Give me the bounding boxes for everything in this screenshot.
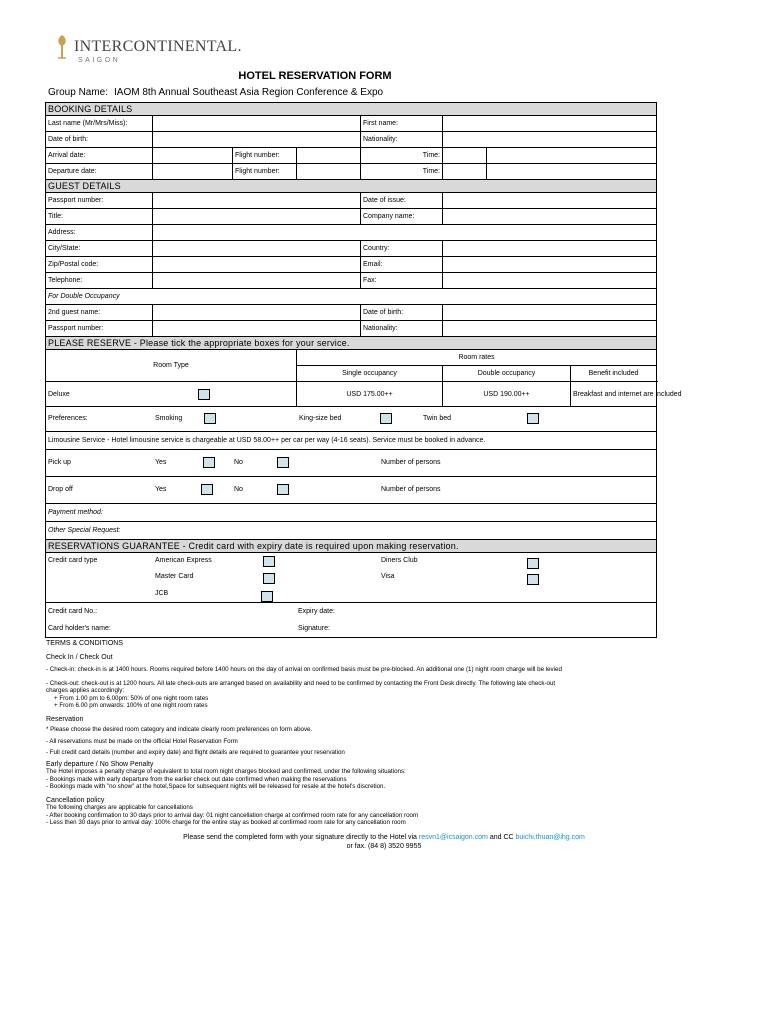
visa-checkbox[interactable] xyxy=(527,574,539,585)
departure-flight-label: Flight number: xyxy=(233,164,297,180)
single-rate: USD 175.00++ xyxy=(297,382,443,407)
brand-name: INTERCONTINENTAL. xyxy=(74,38,242,55)
form-title: HOTEL RESERVATION FORM xyxy=(238,70,392,82)
departure-label: Departure date: xyxy=(46,164,153,180)
twin-label: Twin bed xyxy=(423,415,452,422)
title-label: Title: xyxy=(46,209,153,225)
dropoff-row xyxy=(46,477,657,504)
country-field[interactable] xyxy=(443,241,657,257)
reservation-text-1: * Please choose the desired room category and indicate clearly room preferences on form above. xyxy=(46,726,313,733)
passport-field[interactable] xyxy=(153,193,361,209)
cancel-text-2: - After booking confirmation to 30 days prior to arrival day: 01 night cancellation charge at confirmed room rate for any cancellation room xyxy=(46,811,419,819)
dropoff-no-checkbox[interactable] xyxy=(277,484,289,495)
footer-and-cc: and CC xyxy=(487,834,516,841)
king-checkbox[interactable] xyxy=(380,413,392,424)
departure-time-label: Time: xyxy=(361,164,443,180)
checkout-text-2: charges applies accordingly: xyxy=(46,687,125,694)
limousine-label: Limousine Service xyxy=(48,437,106,444)
early-text-2: - Bookings made with early departure from the earlier check out date confirmed when making the reservations xyxy=(46,775,347,783)
departure-extra[interactable] xyxy=(487,164,657,180)
holder-label: Card holder's name: xyxy=(48,625,111,632)
address-label: Address: xyxy=(46,225,153,241)
smoking-label: Smoking xyxy=(155,415,183,422)
reservation-table xyxy=(45,102,682,638)
arrival-extra[interactable] xyxy=(487,148,657,164)
logo-mark-icon xyxy=(54,34,70,60)
dob-label: Date of birth: xyxy=(46,132,153,148)
pickup-label: Pick up xyxy=(48,459,71,466)
section-guest: GUEST DETAILS xyxy=(46,180,657,193)
card-number-row xyxy=(46,603,657,621)
departure-flight-field[interactable] xyxy=(297,164,361,180)
reservation-heading: Reservation xyxy=(46,715,84,723)
fax-field[interactable] xyxy=(443,273,657,289)
preferences-label: Preferences: xyxy=(48,415,88,422)
nationality2-label: Nationality: xyxy=(361,321,443,337)
date-issue-field[interactable] xyxy=(443,193,657,209)
benefit-header: Benefit included xyxy=(571,366,657,382)
arrival-flight-field[interactable] xyxy=(297,148,361,164)
amex-label: American Express xyxy=(155,557,212,564)
section-guarantee: RESERVATIONS GUARANTEE - Credit card with expiry date is required upon making reservation. xyxy=(46,540,657,553)
expiry-label: Expiry date: xyxy=(298,608,335,615)
second-guest-label: 2nd guest name: xyxy=(46,305,153,321)
holder-row xyxy=(46,620,657,638)
pickup-no-label: No xyxy=(234,459,243,466)
master-checkbox[interactable] xyxy=(263,573,275,584)
arrival-label: Arrival date: xyxy=(46,148,153,164)
dob-field[interactable] xyxy=(153,132,361,148)
late-rate-1: + From 1.00 pm to 6.00pm: 50% of one night room rates xyxy=(54,694,209,702)
passport2-label: Passport number: xyxy=(46,321,153,337)
twin-checkbox[interactable] xyxy=(527,413,539,424)
email-link-1[interactable]: resvn1@icsaigon.com xyxy=(418,834,488,841)
reservation-text-2: - All reservations must be made on the official Hotel Reservation Form xyxy=(46,737,238,745)
checkin-heading: Check In / Check Out xyxy=(46,653,113,661)
early-text-1: The Hotel imposes a penalty charge of equivalent to total room night charges blocked and confirmed, under the following situations: xyxy=(46,768,406,775)
preferences-row xyxy=(46,407,657,432)
double-header: Double occupancy xyxy=(443,366,571,382)
arrival-time-label: Time: xyxy=(361,148,443,164)
diners-checkbox[interactable] xyxy=(527,558,539,569)
deluxe-label: Deluxe xyxy=(48,390,70,398)
nationality2-field[interactable] xyxy=(443,321,657,337)
early-text-3: - Bookings made with "no show" at the hotel,Space for subsequent nights will be released for resale at the hotel's discretion. xyxy=(46,783,386,790)
dropoff-no-label: No xyxy=(234,486,243,493)
arrival-time-field[interactable] xyxy=(443,148,487,164)
company-field[interactable] xyxy=(443,209,657,225)
telephone-label: Telephone: xyxy=(46,273,153,289)
jcb-label: JCB xyxy=(155,590,169,597)
card-number-label: Credit card No.: xyxy=(48,608,98,615)
deluxe-checkbox[interactable] xyxy=(198,389,210,400)
email-field[interactable] xyxy=(443,257,657,273)
dob2-label: Date of birth: xyxy=(361,305,443,321)
terms-heading: TERMS & CONDITIONS xyxy=(46,640,124,647)
card-type-label: Credit card type xyxy=(48,557,98,564)
city-field[interactable] xyxy=(153,241,361,257)
amex-checkbox[interactable] xyxy=(263,556,275,567)
departure-time-field[interactable] xyxy=(443,164,487,180)
email-label: Email: xyxy=(361,257,443,273)
dropoff-label: Drop off xyxy=(48,486,73,493)
pickup-row xyxy=(46,450,657,477)
single-header: Single occupancy xyxy=(297,366,443,382)
footer-instructions xyxy=(0,833,768,851)
zip-field[interactable] xyxy=(153,257,361,273)
room-rates-header: Room rates xyxy=(297,350,657,366)
group-label: Group Name: xyxy=(48,87,109,98)
late-rate-2: + From 6.00 pm onwards: 100% of one night room rates xyxy=(54,702,208,709)
special-request-label: Other Special Request: xyxy=(46,522,657,540)
cancel-text-1: The following charges are applicable for cancellations xyxy=(46,804,193,811)
footer-text: Please send the completed form with your signature directly to the Hotel via xyxy=(183,834,417,841)
second-guest-field[interactable] xyxy=(153,305,361,321)
deluxe-row xyxy=(46,382,297,407)
title-field[interactable] xyxy=(153,209,361,225)
passport-label: Passport number: xyxy=(46,193,153,209)
email-link-2[interactable]: buichi.thuan@ihg.com xyxy=(515,834,585,841)
master-label: Master Card xyxy=(155,573,194,580)
terms-section xyxy=(46,640,666,827)
checkout-text: - Check-out: check-out is at 1200 hours. All late check-outs are arranged based on availability and need to be confirmed by contacting the Front Desk directly. The following late check-out xyxy=(46,679,556,687)
nationality-label: Nationality: xyxy=(361,132,443,148)
payment-method-label: Payment method: xyxy=(46,504,657,522)
brand-city: SAIGON xyxy=(78,57,121,64)
limousine-text: - Hotel limousine service is chargeable at USD 58.00++ per car per way (4-16 seats). Service must be booked in advance. xyxy=(105,437,486,444)
fax-label: Fax: xyxy=(361,273,443,289)
reservation-text-3: - Full credit card details (number and expiry date) and flight details are required to guarantee your reservation xyxy=(46,749,345,756)
first-name-field[interactable] xyxy=(443,116,657,132)
pickup-persons-label: Number of persons xyxy=(381,459,441,466)
visa-label: Visa xyxy=(381,573,395,580)
section-reserve: PLEASE RESERVE - Please tick the appropriate boxes for your service. xyxy=(46,337,657,350)
arrival-field[interactable] xyxy=(153,148,233,164)
double-occupancy-label: For Double Occupancy xyxy=(46,289,657,305)
benefit-value: Breakfast and internet are included xyxy=(571,382,657,407)
dropoff-persons-label: Number of persons xyxy=(381,486,441,493)
passport2-field[interactable] xyxy=(153,321,361,337)
cancel-text-3: - Less then 30 days prior to arrival day: 100% charge for the entire stay as booked at confirmed room rate for any cancellation room xyxy=(46,819,406,826)
address-field[interactable] xyxy=(153,225,657,241)
dropoff-yes-checkbox[interactable] xyxy=(201,484,213,495)
pickup-yes-checkbox[interactable] xyxy=(203,457,215,468)
card-type-block xyxy=(46,553,657,603)
last-name-label: Last name (Mr/Mrs/Miss): xyxy=(46,116,153,132)
dropoff-yes-label: Yes xyxy=(155,486,167,493)
pickup-yes-label: Yes xyxy=(155,459,167,466)
group-name xyxy=(48,87,383,98)
early-heading: Early departure / No Show Penalty xyxy=(46,760,154,768)
last-name-field[interactable] xyxy=(153,116,361,132)
first-name-label: First name: xyxy=(361,116,443,132)
jcb-checkbox[interactable] xyxy=(261,591,273,602)
king-label: King-size bed xyxy=(299,415,342,422)
date-issue-label: Date of issue: xyxy=(361,193,443,209)
pickup-no-checkbox[interactable] xyxy=(277,457,289,468)
group-value: IAOM 8th Annual Southeast Asia Region Conference & Expo xyxy=(114,87,384,98)
double-rate: USD 190.00++ xyxy=(443,382,571,407)
section-booking: BOOKING DETAILS xyxy=(46,103,657,116)
signature-label: Signature: xyxy=(298,625,330,632)
cancel-heading: Cancellation policy xyxy=(46,796,105,804)
dob2-field[interactable] xyxy=(443,305,657,321)
city-label: City/State: xyxy=(46,241,153,257)
country-label: Country: xyxy=(361,241,443,257)
checkin-text: - Check-in: check-in is at 1400 hours. Rooms required before 1400 hours on the day of arrival on confirmed basis must be pre-blocked. An additional one (1) night room charge will be levied xyxy=(46,666,562,673)
departure-field[interactable] xyxy=(153,164,233,180)
arrival-flight-label: Flight number: xyxy=(233,148,297,164)
telephone-field[interactable] xyxy=(153,273,361,289)
diners-label: Diners Club xyxy=(381,557,418,564)
room-type-header: Room Type xyxy=(46,350,297,382)
company-label: Company name: xyxy=(361,209,443,225)
nationality-field[interactable] xyxy=(443,132,657,148)
zip-label: Zip/Postal code: xyxy=(46,257,153,273)
smoking-checkbox[interactable] xyxy=(204,413,216,424)
footer-fax: or fax. (84 8) 3520 9955 xyxy=(346,843,422,850)
limousine-row xyxy=(46,432,657,450)
